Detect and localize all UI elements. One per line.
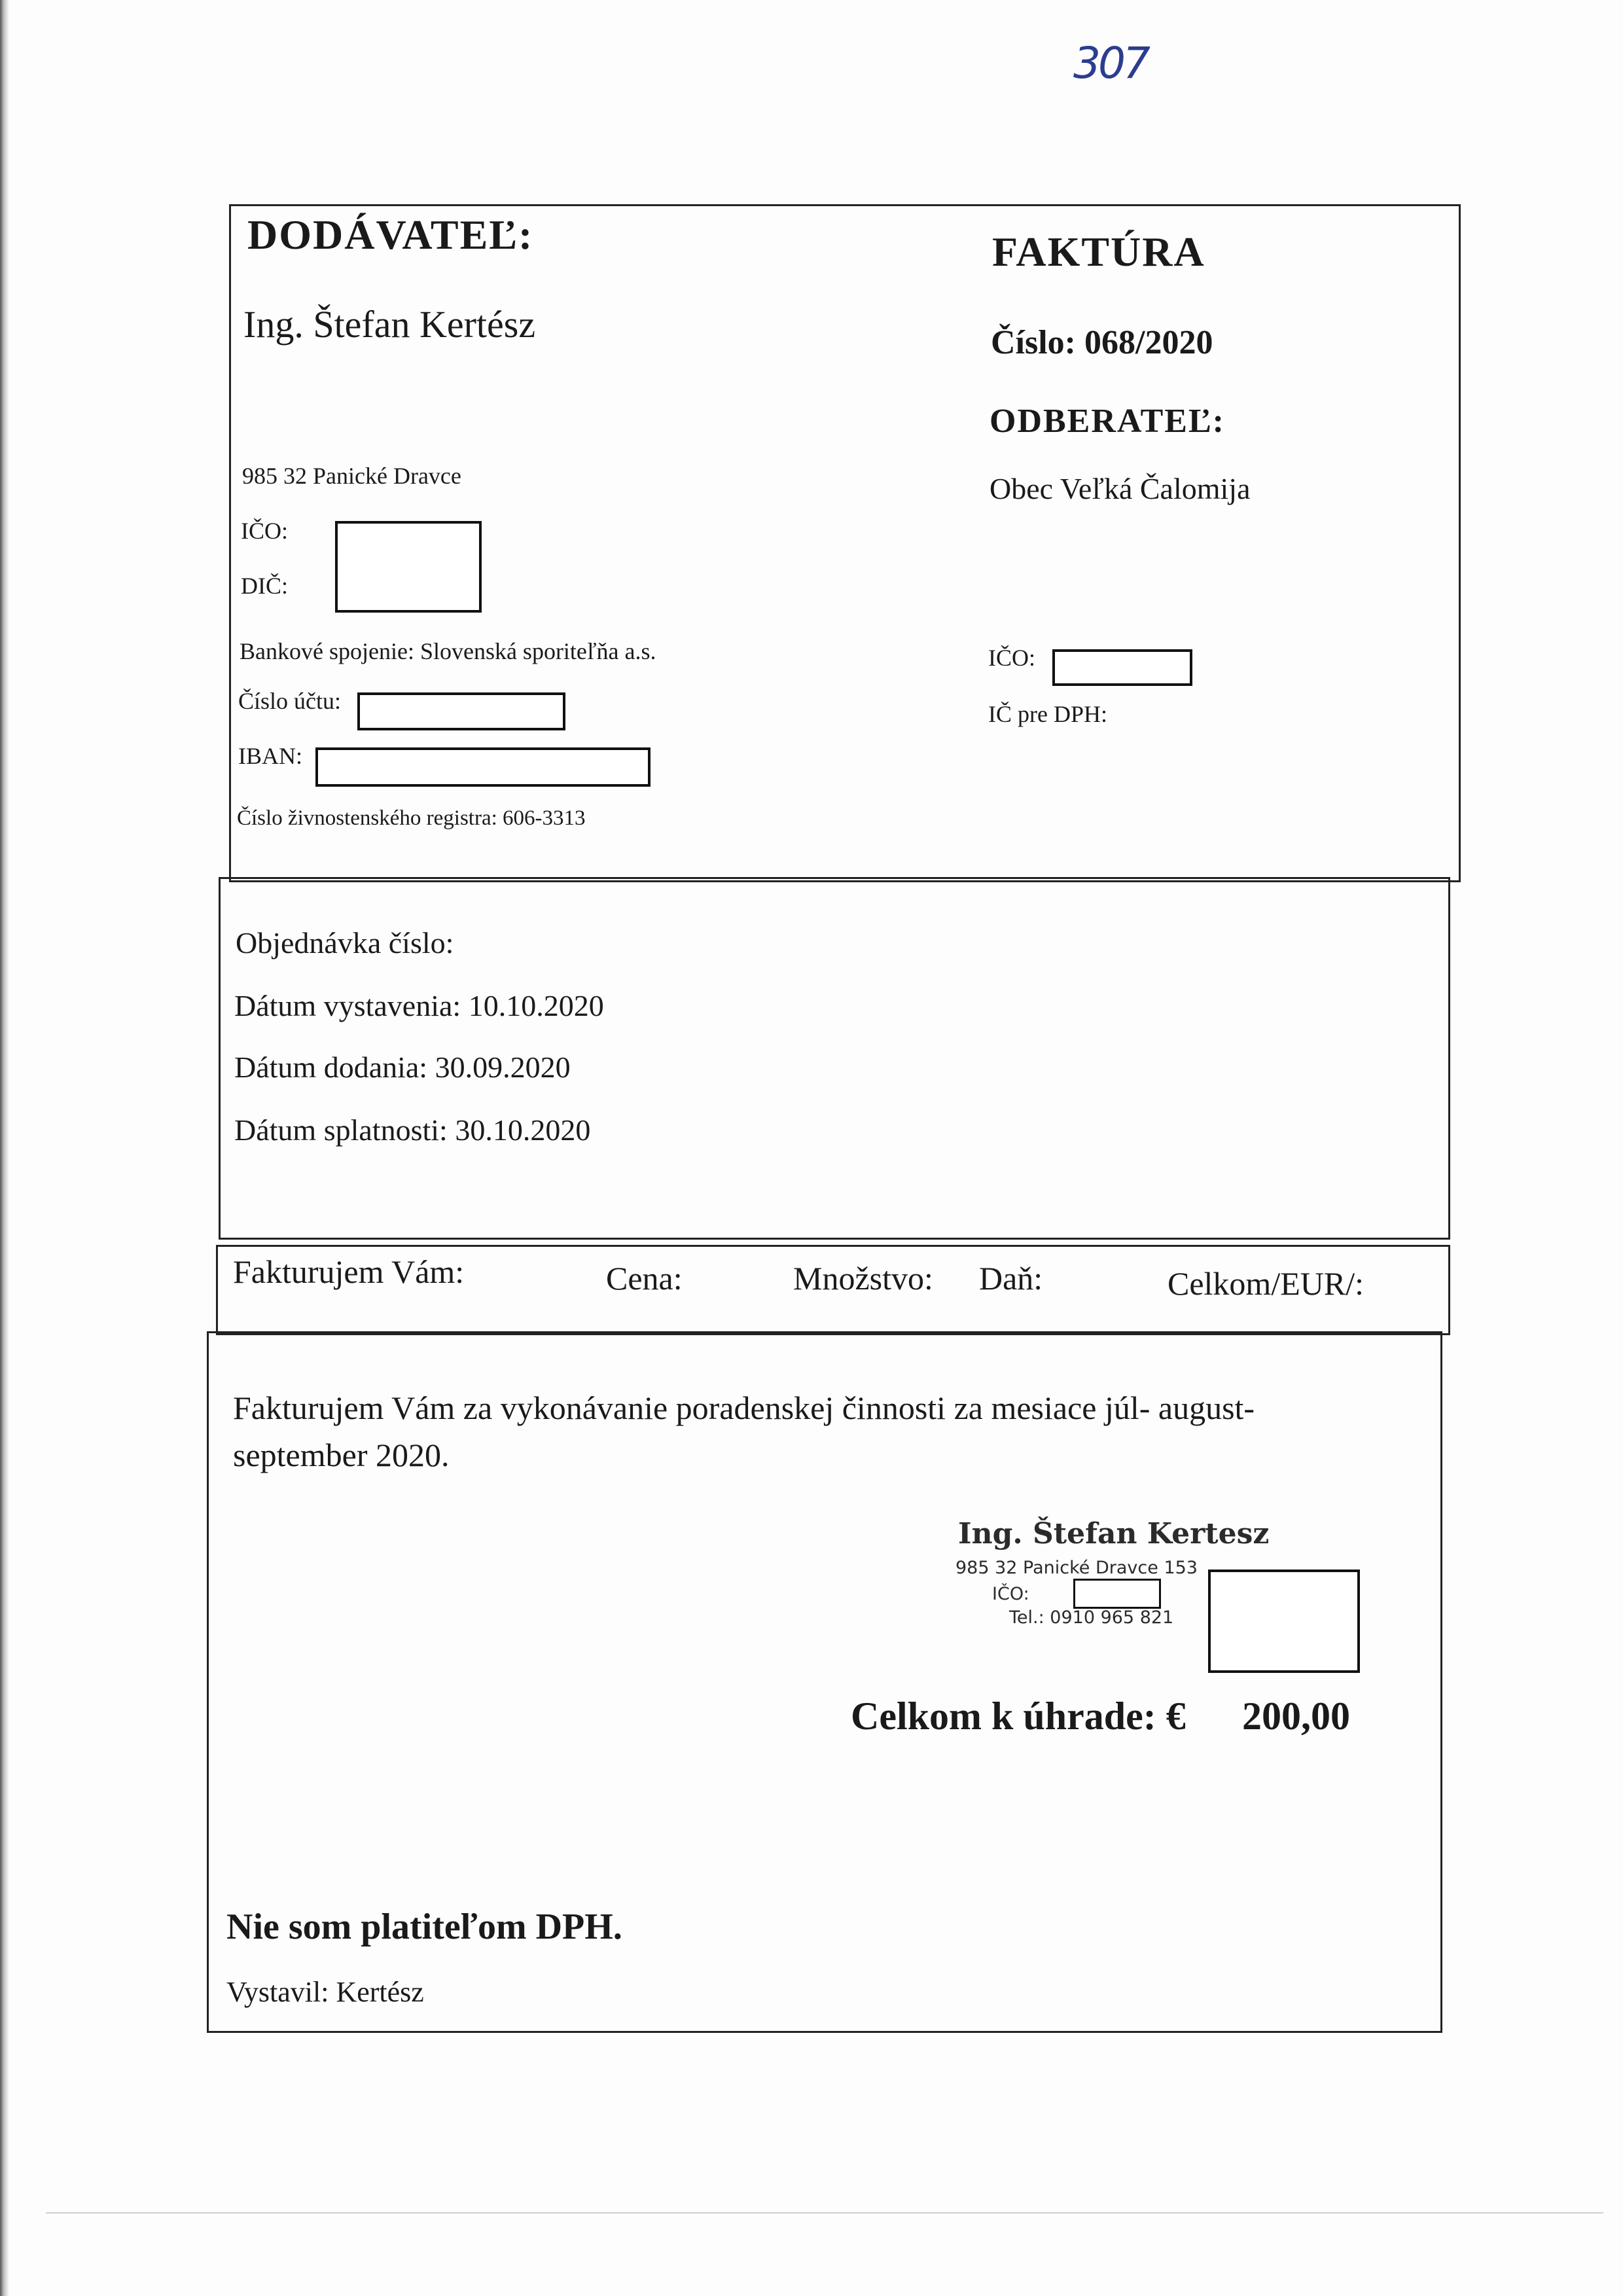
customer-name: Obec Veľká Čalomija: [990, 472, 1251, 505]
total-amount: 200,00: [1242, 1695, 1350, 1738]
redacted-signature: [1208, 1570, 1360, 1673]
col-total-header: Celkom/EUR/:: [1168, 1265, 1364, 1302]
issue-date: Dátum vystavenia: 10.10.2020: [234, 989, 604, 1022]
col-tax-header: Daň:: [979, 1260, 1043, 1297]
redacted-stamp-ico: [1073, 1579, 1161, 1609]
description-line1: Fakturujem Vám za vykonávanie poradenskej činnosti za mesiace júl- august-: [233, 1390, 1255, 1426]
redacted-customer-ico: [1052, 649, 1192, 686]
customer-ic-dph-label: IČ pre DPH:: [988, 701, 1107, 727]
supplier-trade-register: Číslo živnostenského registra: 606-3313: [237, 806, 586, 830]
due-date: Dátum splatnosti: 30.10.2020: [234, 1113, 591, 1147]
order-number: Objednávka číslo:: [236, 926, 454, 960]
supplier-dic-label: DIČ:: [241, 573, 288, 599]
col-qty-header: Množstvo:: [793, 1260, 933, 1297]
customer-ico-label: IČO:: [988, 645, 1035, 671]
description-line2: september 2020.: [233, 1437, 450, 1473]
supplier-ico-label: IČO:: [241, 518, 288, 544]
handwritten-page-number: 307: [1073, 38, 1148, 88]
scan-bottom-line: [46, 2212, 1603, 2214]
stamp-phone: Tel.: 0910 965 821: [1009, 1607, 1174, 1628]
total-label: Celkom k úhrade: €: [851, 1695, 1186, 1738]
supplier-iban-label: IBAN:: [238, 743, 302, 769]
redacted-ico-dic: [335, 521, 482, 613]
customer-heading: ODBERATEĽ:: [990, 403, 1225, 440]
supplier-address: 985 32 Panické Dravce: [242, 463, 461, 489]
supplier-bank: Bankové spojenie: Slovenská sporiteľňa a.s.: [240, 638, 656, 664]
stamp-address: 985 32 Panické Dravce 153: [955, 1558, 1198, 1578]
supplier-account-label: Číslo účtu:: [238, 688, 342, 714]
vat-note: Nie som platiteľom DPH.: [226, 1907, 622, 1947]
invoice-number: Číslo: 068/2020: [991, 324, 1213, 361]
redacted-iban: [315, 747, 651, 787]
supplier-name: Ing. Štefan Kertész: [243, 303, 536, 346]
supplier-heading: DODÁVATEĽ:: [247, 211, 534, 258]
stamp-ico-label: IČO:: [992, 1584, 1029, 1604]
invoice-heading: FAKTÚRA: [992, 228, 1205, 275]
issued-by: Vystavil: Kertész: [226, 1976, 424, 2008]
col-price-header: Cena:: [606, 1260, 683, 1297]
scan-edge-shadow: [0, 0, 9, 2296]
delivery-date: Dátum dodania: 30.09.2020: [234, 1050, 571, 1084]
col-item-header: Fakturujem Vám:: [233, 1253, 465, 1290]
stamp-name: Ing. Štefan Kertesz: [958, 1517, 1270, 1551]
redacted-account: [357, 692, 565, 730]
